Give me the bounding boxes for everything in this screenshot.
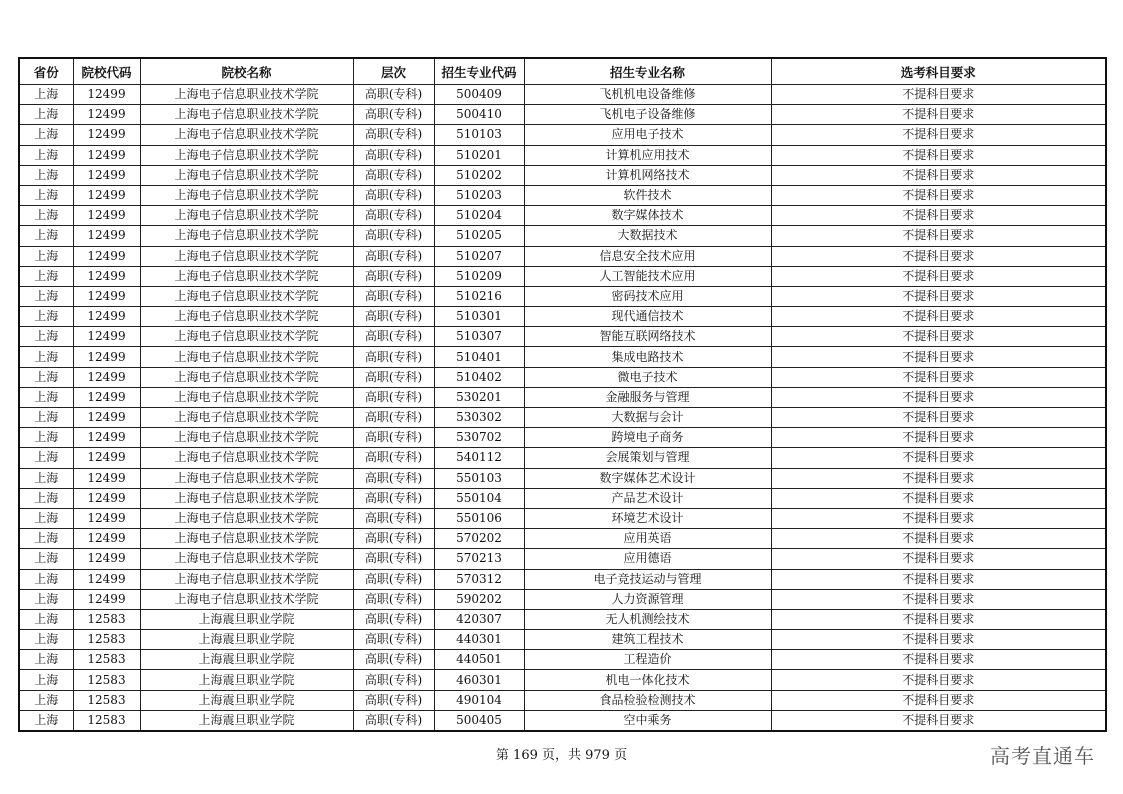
cell-major-name: 数字媒体艺术设计 [524, 468, 771, 488]
cell-subject-requirement: 不提科目要求 [771, 307, 1106, 327]
cell-province: 上海 [19, 630, 73, 650]
cell-major-code: 440301 [434, 630, 524, 650]
table-row [19, 307, 1106, 327]
table-row [19, 650, 1106, 670]
cell-subject-requirement: 不提科目要求 [771, 347, 1106, 367]
cell-school-code: 12499 [73, 185, 140, 205]
cell-school-name: 上海震旦职业学院 [140, 609, 353, 629]
cell-level: 高职(专科) [353, 105, 434, 125]
cell-subject-requirement: 不提科目要求 [771, 165, 1106, 185]
cell-province: 上海 [19, 105, 73, 125]
cell-province: 上海 [19, 448, 73, 468]
cell-subject-requirement: 不提科目要求 [771, 529, 1106, 549]
table-row [19, 690, 1106, 710]
cell-school-code: 12583 [73, 690, 140, 710]
cell-major-name: 大数据技术 [524, 226, 771, 246]
cell-level: 高职(专科) [353, 307, 434, 327]
cell-major-code: 500409 [434, 85, 524, 105]
cell-major-code: 500410 [434, 105, 524, 125]
cell-major-code: 510402 [434, 367, 524, 387]
table-row [19, 105, 1106, 125]
cell-major-name: 现代通信技术 [524, 307, 771, 327]
cell-major-code: 540112 [434, 448, 524, 468]
cell-major-name: 金融服务与管理 [524, 387, 771, 407]
cell-level: 高职(专科) [353, 589, 434, 609]
cell-school-name: 上海电子信息职业技术学院 [140, 569, 353, 589]
cell-school-name: 上海电子信息职业技术学院 [140, 367, 353, 387]
cell-major-code: 510103 [434, 125, 524, 145]
cell-school-code: 12499 [73, 145, 140, 165]
cell-school-name: 上海电子信息职业技术学院 [140, 185, 353, 205]
cell-major-name: 计算机应用技术 [524, 145, 771, 165]
cell-subject-requirement: 不提科目要求 [771, 630, 1106, 650]
cell-school-name: 上海电子信息职业技术学院 [140, 428, 353, 448]
cell-major-name: 密码技术应用 [524, 286, 771, 306]
cell-major-name: 空中乘务 [524, 710, 771, 731]
cell-school-code: 12583 [73, 670, 140, 690]
cell-province: 上海 [19, 569, 73, 589]
admissions-table [18, 57, 1107, 732]
cell-province: 上海 [19, 206, 73, 226]
table-row [19, 569, 1106, 589]
cell-school-name: 上海电子信息职业技术学院 [140, 347, 353, 367]
cell-province: 上海 [19, 165, 73, 185]
cell-subject-requirement: 不提科目要求 [771, 266, 1106, 286]
col-header-school-name: 院校名称 [140, 58, 353, 85]
cell-province: 上海 [19, 488, 73, 508]
cell-level: 高职(专科) [353, 387, 434, 407]
table-row [19, 226, 1106, 246]
cell-school-name: 上海电子信息职业技术学院 [140, 307, 353, 327]
cell-province: 上海 [19, 589, 73, 609]
cell-school-code: 12499 [73, 589, 140, 609]
cell-school-code: 12583 [73, 630, 140, 650]
cell-major-code: 590202 [434, 589, 524, 609]
cell-school-name: 上海震旦职业学院 [140, 710, 353, 731]
cell-major-code: 510203 [434, 185, 524, 205]
cell-major-name: 环境艺术设计 [524, 508, 771, 528]
cell-school-code: 12499 [73, 266, 140, 286]
cell-province: 上海 [19, 145, 73, 165]
table-row [19, 206, 1106, 226]
cell-school-code: 12499 [73, 125, 140, 145]
cell-level: 高职(专科) [353, 165, 434, 185]
cell-school-name: 上海震旦职业学院 [140, 630, 353, 650]
cell-province: 上海 [19, 185, 73, 205]
cell-school-name: 上海震旦职业学院 [140, 690, 353, 710]
cell-province: 上海 [19, 347, 73, 367]
cell-major-name: 数字媒体技术 [524, 206, 771, 226]
cell-level: 高职(专科) [353, 670, 434, 690]
cell-school-code: 12499 [73, 488, 140, 508]
cell-level: 高职(专科) [353, 448, 434, 468]
cell-school-name: 上海震旦职业学院 [140, 670, 353, 690]
cell-province: 上海 [19, 650, 73, 670]
cell-school-name: 上海电子信息职业技术学院 [140, 488, 353, 508]
table-row [19, 85, 1106, 105]
cell-school-name: 上海电子信息职业技术学院 [140, 165, 353, 185]
cell-school-name: 上海电子信息职业技术学院 [140, 125, 353, 145]
table-row [19, 609, 1106, 629]
cell-level: 高职(专科) [353, 246, 434, 266]
cell-level: 高职(专科) [353, 428, 434, 448]
cell-province: 上海 [19, 508, 73, 528]
table-row [19, 529, 1106, 549]
cell-province: 上海 [19, 670, 73, 690]
cell-level: 高职(专科) [353, 549, 434, 569]
cell-subject-requirement: 不提科目要求 [771, 367, 1106, 387]
table-body [19, 85, 1106, 732]
cell-subject-requirement: 不提科目要求 [771, 448, 1106, 468]
table-row [19, 145, 1106, 165]
cell-province: 上海 [19, 286, 73, 306]
cell-school-name: 上海电子信息职业技术学院 [140, 246, 353, 266]
cell-school-name: 上海震旦职业学院 [140, 650, 353, 670]
cell-major-name: 会展策划与管理 [524, 448, 771, 468]
table-row [19, 165, 1106, 185]
cell-level: 高职(专科) [353, 206, 434, 226]
cell-school-name: 上海电子信息职业技术学院 [140, 266, 353, 286]
cell-major-name: 信息安全技术应用 [524, 246, 771, 266]
table-row [19, 185, 1106, 205]
cell-school-name: 上海电子信息职业技术学院 [140, 85, 353, 105]
cell-school-code: 12499 [73, 246, 140, 266]
table-row [19, 125, 1106, 145]
cell-major-code: 530702 [434, 428, 524, 448]
cell-major-code: 570202 [434, 529, 524, 549]
cell-subject-requirement: 不提科目要求 [771, 387, 1106, 407]
cell-school-name: 上海电子信息职业技术学院 [140, 105, 353, 125]
cell-school-code: 12499 [73, 428, 140, 448]
table-row [19, 589, 1106, 609]
cell-province: 上海 [19, 529, 73, 549]
cell-school-name: 上海电子信息职业技术学院 [140, 327, 353, 347]
col-header-school-code: 院校代码 [73, 58, 140, 85]
cell-province: 上海 [19, 690, 73, 710]
cell-major-name: 机电一体化技术 [524, 670, 771, 690]
table-row [19, 387, 1106, 407]
cell-major-code: 510204 [434, 206, 524, 226]
cell-subject-requirement: 不提科目要求 [771, 206, 1106, 226]
cell-level: 高职(专科) [353, 347, 434, 367]
table-row [19, 549, 1106, 569]
cell-major-code: 510201 [434, 145, 524, 165]
table-row [19, 428, 1106, 448]
table-row [19, 408, 1106, 428]
cell-school-name: 上海电子信息职业技术学院 [140, 408, 353, 428]
cell-major-name: 工程造价 [524, 650, 771, 670]
cell-school-name: 上海电子信息职业技术学院 [140, 145, 353, 165]
cell-school-code: 12583 [73, 710, 140, 731]
cell-major-code: 550103 [434, 468, 524, 488]
cell-province: 上海 [19, 408, 73, 428]
cell-major-name: 智能互联网络技术 [524, 327, 771, 347]
cell-province: 上海 [19, 549, 73, 569]
cell-province: 上海 [19, 468, 73, 488]
cell-province: 上海 [19, 710, 73, 731]
cell-major-name: 大数据与会计 [524, 408, 771, 428]
cell-subject-requirement: 不提科目要求 [771, 468, 1106, 488]
cell-school-name: 上海电子信息职业技术学院 [140, 448, 353, 468]
cell-level: 高职(专科) [353, 488, 434, 508]
cell-major-code: 550106 [434, 508, 524, 528]
cell-school-name: 上海电子信息职业技术学院 [140, 549, 353, 569]
table-row [19, 327, 1106, 347]
cell-school-name: 上海电子信息职业技术学院 [140, 529, 353, 549]
cell-subject-requirement: 不提科目要求 [771, 690, 1106, 710]
table-row [19, 488, 1106, 508]
cell-level: 高职(专科) [353, 367, 434, 387]
cell-province: 上海 [19, 85, 73, 105]
cell-subject-requirement: 不提科目要求 [771, 185, 1106, 205]
cell-subject-requirement: 不提科目要求 [771, 428, 1106, 448]
cell-major-name: 微电子技术 [524, 367, 771, 387]
cell-level: 高职(专科) [353, 266, 434, 286]
cell-major-code: 510207 [434, 246, 524, 266]
table-row [19, 670, 1106, 690]
cell-major-code: 510202 [434, 165, 524, 185]
cell-subject-requirement: 不提科目要求 [771, 488, 1106, 508]
cell-province: 上海 [19, 428, 73, 448]
cell-major-name: 应用德语 [524, 549, 771, 569]
cell-subject-requirement: 不提科目要求 [771, 85, 1106, 105]
cell-province: 上海 [19, 367, 73, 387]
cell-subject-requirement: 不提科目要求 [771, 145, 1106, 165]
cell-province: 上海 [19, 307, 73, 327]
cell-level: 高职(专科) [353, 609, 434, 629]
cell-school-code: 12499 [73, 286, 140, 306]
cell-major-name: 无人机测绘技术 [524, 609, 771, 629]
cell-subject-requirement: 不提科目要求 [771, 125, 1106, 145]
cell-school-code: 12499 [73, 347, 140, 367]
cell-school-code: 12499 [73, 508, 140, 528]
cell-subject-requirement: 不提科目要求 [771, 327, 1106, 347]
cell-school-code: 12499 [73, 307, 140, 327]
cell-major-name: 人力资源管理 [524, 589, 771, 609]
col-header-province: 省份 [19, 58, 73, 85]
cell-major-code: 510205 [434, 226, 524, 246]
cell-school-name: 上海电子信息职业技术学院 [140, 206, 353, 226]
cell-school-name: 上海电子信息职业技术学院 [140, 286, 353, 306]
cell-major-code: 570213 [434, 549, 524, 569]
cell-subject-requirement: 不提科目要求 [771, 408, 1106, 428]
cell-major-name: 应用英语 [524, 529, 771, 549]
cell-school-code: 12499 [73, 529, 140, 549]
cell-major-name: 集成电路技术 [524, 347, 771, 367]
table-row [19, 246, 1106, 266]
cell-major-code: 530302 [434, 408, 524, 428]
cell-level: 高职(专科) [353, 408, 434, 428]
cell-major-code: 510307 [434, 327, 524, 347]
cell-level: 高职(专科) [353, 145, 434, 165]
cell-major-code: 440501 [434, 650, 524, 670]
cell-major-code: 460301 [434, 670, 524, 690]
cell-major-code: 500405 [434, 710, 524, 731]
cell-major-name: 软件技术 [524, 185, 771, 205]
cell-subject-requirement: 不提科目要求 [771, 105, 1106, 125]
cell-major-name: 飞机机电设备维修 [524, 85, 771, 105]
cell-level: 高职(专科) [353, 185, 434, 205]
page-number: 第 169 页，共 979 页 [495, 748, 628, 763]
cell-province: 上海 [19, 226, 73, 246]
cell-school-name: 上海电子信息职业技术学院 [140, 589, 353, 609]
cell-subject-requirement: 不提科目要求 [771, 569, 1106, 589]
table-row [19, 448, 1106, 468]
cell-major-name: 电子竞技运动与管理 [524, 569, 771, 589]
cell-level: 高职(专科) [353, 286, 434, 306]
cell-subject-requirement: 不提科目要求 [771, 246, 1106, 266]
cell-major-code: 510401 [434, 347, 524, 367]
cell-school-code: 12499 [73, 549, 140, 569]
table-row [19, 286, 1106, 306]
cell-subject-requirement: 不提科目要求 [771, 508, 1106, 528]
cell-level: 高职(专科) [353, 569, 434, 589]
cell-major-code: 510301 [434, 307, 524, 327]
cell-major-name: 产品艺术设计 [524, 488, 771, 508]
col-header-subject-requirement: 选考科目要求 [771, 58, 1106, 85]
cell-subject-requirement: 不提科目要求 [771, 670, 1106, 690]
cell-school-code: 12583 [73, 650, 140, 670]
col-header-major-code: 招生专业代码 [434, 58, 524, 85]
col-header-level: 层次 [353, 58, 434, 85]
cell-subject-requirement: 不提科目要求 [771, 609, 1106, 629]
cell-school-name: 上海电子信息职业技术学院 [140, 468, 353, 488]
table-row [19, 468, 1106, 488]
cell-subject-requirement: 不提科目要求 [771, 286, 1106, 306]
cell-level: 高职(专科) [353, 508, 434, 528]
cell-major-code: 510209 [434, 266, 524, 286]
cell-school-code: 12583 [73, 609, 140, 629]
cell-subject-requirement: 不提科目要求 [771, 710, 1106, 731]
cell-major-code: 530201 [434, 387, 524, 407]
cell-subject-requirement: 不提科目要求 [771, 549, 1106, 569]
cell-school-code: 12499 [73, 468, 140, 488]
cell-major-name: 食品检验检测技术 [524, 690, 771, 710]
watermark-logo: 高考直通车 [990, 744, 1095, 768]
cell-major-name: 人工智能技术应用 [524, 266, 771, 286]
cell-school-code: 12499 [73, 165, 140, 185]
cell-major-name: 跨境电子商务 [524, 428, 771, 448]
cell-school-code: 12499 [73, 85, 140, 105]
cell-subject-requirement: 不提科目要求 [771, 226, 1106, 246]
cell-level: 高职(专科) [353, 226, 434, 246]
table-row [19, 266, 1106, 286]
cell-major-name: 计算机网络技术 [524, 165, 771, 185]
cell-major-name: 飞机电子设备维修 [524, 105, 771, 125]
cell-major-name: 应用电子技术 [524, 125, 771, 145]
cell-subject-requirement: 不提科目要求 [771, 589, 1106, 609]
cell-school-code: 12499 [73, 327, 140, 347]
cell-school-name: 上海电子信息职业技术学院 [140, 387, 353, 407]
cell-province: 上海 [19, 266, 73, 286]
cell-major-code: 490104 [434, 690, 524, 710]
cell-province: 上海 [19, 387, 73, 407]
table-row [19, 508, 1106, 528]
cell-level: 高职(专科) [353, 630, 434, 650]
cell-school-code: 12499 [73, 367, 140, 387]
cell-major-code: 570312 [434, 569, 524, 589]
cell-major-code: 510216 [434, 286, 524, 306]
cell-level: 高职(专科) [353, 125, 434, 145]
table-header-row [19, 58, 1106, 85]
cell-subject-requirement: 不提科目要求 [771, 650, 1106, 670]
cell-major-code: 420307 [434, 609, 524, 629]
cell-school-code: 12499 [73, 206, 140, 226]
cell-level: 高职(专科) [353, 327, 434, 347]
cell-school-code: 12499 [73, 569, 140, 589]
cell-level: 高职(专科) [353, 85, 434, 105]
col-header-major-name: 招生专业名称 [524, 58, 771, 85]
cell-school-code: 12499 [73, 105, 140, 125]
cell-level: 高职(专科) [353, 529, 434, 549]
table-row [19, 367, 1106, 387]
table-row [19, 710, 1106, 731]
cell-level: 高职(专科) [353, 710, 434, 731]
cell-major-name: 建筑工程技术 [524, 630, 771, 650]
cell-school-code: 12499 [73, 226, 140, 246]
cell-province: 上海 [19, 609, 73, 629]
table-row [19, 630, 1106, 650]
cell-level: 高职(专科) [353, 468, 434, 488]
table-row [19, 347, 1106, 367]
cell-level: 高职(专科) [353, 650, 434, 670]
cell-level: 高职(专科) [353, 690, 434, 710]
cell-school-code: 12499 [73, 408, 140, 428]
cell-province: 上海 [19, 246, 73, 266]
cell-province: 上海 [19, 327, 73, 347]
admissions-table-container [18, 57, 1105, 732]
cell-school-name: 上海电子信息职业技术学院 [140, 508, 353, 528]
cell-province: 上海 [19, 125, 73, 145]
cell-school-name: 上海电子信息职业技术学院 [140, 226, 353, 246]
cell-school-code: 12499 [73, 448, 140, 468]
cell-major-code: 550104 [434, 488, 524, 508]
cell-school-code: 12499 [73, 387, 140, 407]
